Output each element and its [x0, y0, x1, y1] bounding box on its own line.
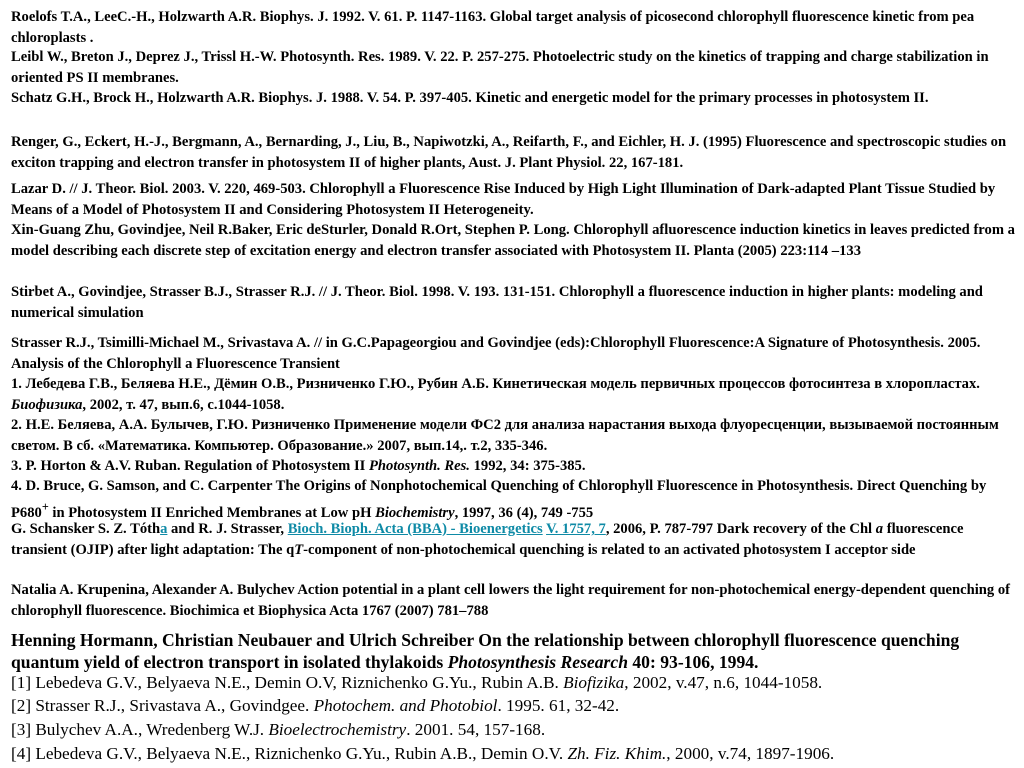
reference-text: in Photosystem II Enriched Membranes at Low pH	[48, 504, 376, 521]
reference-text: Strasser R.J., Tsimilli-Michael M., Srivastava A. // in G.C.Papageorgiou and Govindjee (eds):Chlorophyll Fluorescence:A Signature of Photosynthesis. 2005. Analysis of the Chlorophyll a Fluorescence Transient	[11, 335, 981, 372]
journal-name: Photochem. and Photobiol	[313, 696, 498, 715]
reference-text: -component of non-photochemical quenching is related to an activated photosystem I acceptor side	[303, 541, 916, 558]
reference-zhu	[11, 220, 1017, 261]
affiliation-link[interactable]: a	[160, 521, 168, 537]
journal-link[interactable]: Bioch. Bioph. Acta (BBA) - Bioenergetics	[287, 521, 543, 537]
reference-text: , 2002, v.47, n.6, 1044-1058.	[624, 673, 823, 692]
numbered-reference-3	[11, 719, 1017, 741]
italic-symbol: T	[294, 541, 304, 558]
reference-text: Roelofs T.A., LeeC.-H., Holzwarth A.R. Biophys. J. 1992. V. 61. P. 1147-1163. Global target analysis of picosecond chlorophyll fluorescence kinetic from pea chloroplasts .	[11, 9, 975, 46]
journal-name: Biochemistry	[375, 504, 455, 521]
reference-text: 4. D. Bruce, G. Samson, and C. Carpenter The Origins of Nonphotochemical Quenching of Chlorophyll Fluorescence in Photosynthesis. Direct Quenching by P680	[11, 478, 987, 521]
journal-name: Biofizika	[563, 673, 625, 692]
superscript: +	[41, 499, 49, 514]
numbered-reference-2	[11, 695, 1017, 717]
reference-schatz	[11, 88, 1017, 109]
numbered-reference-1	[11, 672, 1017, 694]
reference-lazar	[11, 179, 1017, 220]
reference-text: 1992, 34: 375-385.	[469, 458, 586, 474]
reference-text: 2. Н.Е. Беляева, А.А. Булычев, Г.Ю. Ризниченко Применение модели ФС2 для анализа нарастания выхода флуоресценции, вызываемой постоянным светом. В сб. «Математика. Компьютер. Образование.» 2007, вып.14,. т.2, 335-346.	[11, 417, 999, 454]
reference-strasser	[11, 333, 1017, 374]
reference-lebedeva-ru	[11, 374, 1017, 415]
journal-name: Биофизика	[11, 396, 83, 413]
reference-stirbet	[11, 282, 1017, 323]
reference-text: Leibl W., Breton J., Deprez J., Trissl H.-W. Photosynth. Res. 1989. V. 22. P. 257-275. Photoelectric study on the kinetics of trapping and charge stabilization in oriented PS II membranes.	[11, 49, 989, 86]
reference-text: , 2006, P. 787-797 Dark recovery of the Chl	[605, 521, 876, 537]
reference-text: Renger, G., Eckert, H.-J., Bergmann, A., Bernarding, J., Liu, B., Napiwotzki, A., Reifarth, F., and Eichler, H. J. (1995) Fluorescence and spectroscopic studies on exciton trapping and electron transfer in photosystem II of higher plants, Aust. J. Plant Physiol. 22, 167-181.	[11, 134, 1007, 171]
journal-name: Bioelectrochemistry	[268, 720, 407, 739]
journal-name: Photosynthesis Research	[447, 652, 628, 672]
volume-link[interactable]: V. 1757, 7	[546, 521, 606, 537]
reference-text: . 1995. 61, 32-42.	[497, 696, 620, 715]
numbered-reference-4	[11, 743, 1017, 765]
reference-text: , 1997, 36 (4), 749 -755	[454, 504, 594, 521]
reference-text: . 2001. 54, 157-168.	[406, 720, 546, 739]
reference-text: Schatz G.H., Brock H., Holzwarth A.R. Biophys. J. 1988. V. 54. P. 397-405. Kinetic and energetic model for the primary processes in photosystem II.	[11, 90, 929, 106]
reference-text: Natalia A. Krupenina, Alexander A. Bulychev Action potential in a plant cell lowers the light requirement for non-photochemical energy-dependent quenching of chlorophyll fluorescence. Biochimica et Biophysica Acta 1767 (2007) 781–788	[11, 582, 1011, 619]
reference-text: , 2000, v.74, 1897-1906.	[666, 744, 835, 763]
reference-text: G. Schansker S. Z. Tóth	[11, 521, 161, 537]
reference-renger	[11, 132, 1017, 173]
reference-text: Stirbet A., Govindjee, Strasser B.J., Strasser R.J. // J. Theor. Biol. 1998. V. 193. 131-151. Chlorophyll a fluorescence induction in higher plants: modeling and numerical simulation	[11, 284, 983, 321]
reference-text: [2] Strasser R.J., Srivastava A., Govindgee.	[11, 696, 314, 715]
reference-schansker	[11, 519, 1017, 560]
reference-text: 40: 93-106, 1994.	[627, 652, 759, 672]
reference-text: [1] Lebedeva G.V., Belyaeva N.E., Demin O.V, Riznichenko G.Yu., Rubin A.B.	[11, 673, 564, 692]
reference-leibl	[11, 47, 1017, 88]
reference-text: fluorescence transient (OJIP) after light adaptation: The q	[11, 521, 964, 558]
reference-text: 3. P. Horton & A.V. Ruban. Regulation of Photosystem II	[11, 458, 369, 474]
italic-symbol: a	[875, 521, 884, 537]
journal-name: Photosynth. Res.	[369, 458, 470, 474]
reference-bruce	[11, 476, 1017, 523]
reference-roelofs	[11, 7, 1017, 48]
reference-text: and R. J. Strasser,	[167, 521, 288, 537]
reference-text: [4] Lebedeva G.V., Belyaeva N.E., Riznichenko G.Yu., Rubin A.B., Demin O.V.	[11, 744, 568, 763]
reference-text: Henning Hormann, Christian Neubauer and Ulrich Schreiber On the relationship between chlorophyll fluorescence quenching quantum yield of electron transport in isolated thylakoids	[11, 630, 960, 672]
reference-horton	[11, 456, 1017, 477]
reference-text: 1. Лебедева Г.В., Беляева Н.Е., Дёмин О.В., Ризниченко Г.Ю., Рубин А.Б. Кинетическая модель первичных процессов фотосинтеза в хлоропластах.	[11, 376, 980, 392]
journal-name: Zh. Fiz. Khim.	[567, 744, 667, 763]
reference-belyaeva-ru	[11, 415, 1017, 456]
reference-text: Lazar D. // J. Theor. Biol. 2003. V. 220, 469-503. Chlorophyll a Fluorescence Rise Induced by High Light Illumination of Dark-adapted Plant Tissue Studied by Means of a Model of Photosystem II and Considering Photosystem II Heterogeneity.	[11, 181, 996, 218]
reference-krupenina	[11, 580, 1017, 621]
reference-text: [3] Bulychev A.A., Wredenberg W.J.	[11, 720, 269, 739]
reference-text: Xin-Guang Zhu, Govindjee, Neil R.Baker, Eric deSturler, Donald R.Ort, Stephen P. Long. Chlorophyll afluorescence induction kinetics in leaves predicted from a model describing each discrete step of excitation energy and electron transfer associated with Photosystem II. Planta (2005) 223:114 –133	[11, 222, 1015, 259]
reference-hormann	[11, 629, 1017, 673]
reference-text: , 2002, т. 47, вып.6, с.1044-1058.	[82, 396, 285, 413]
